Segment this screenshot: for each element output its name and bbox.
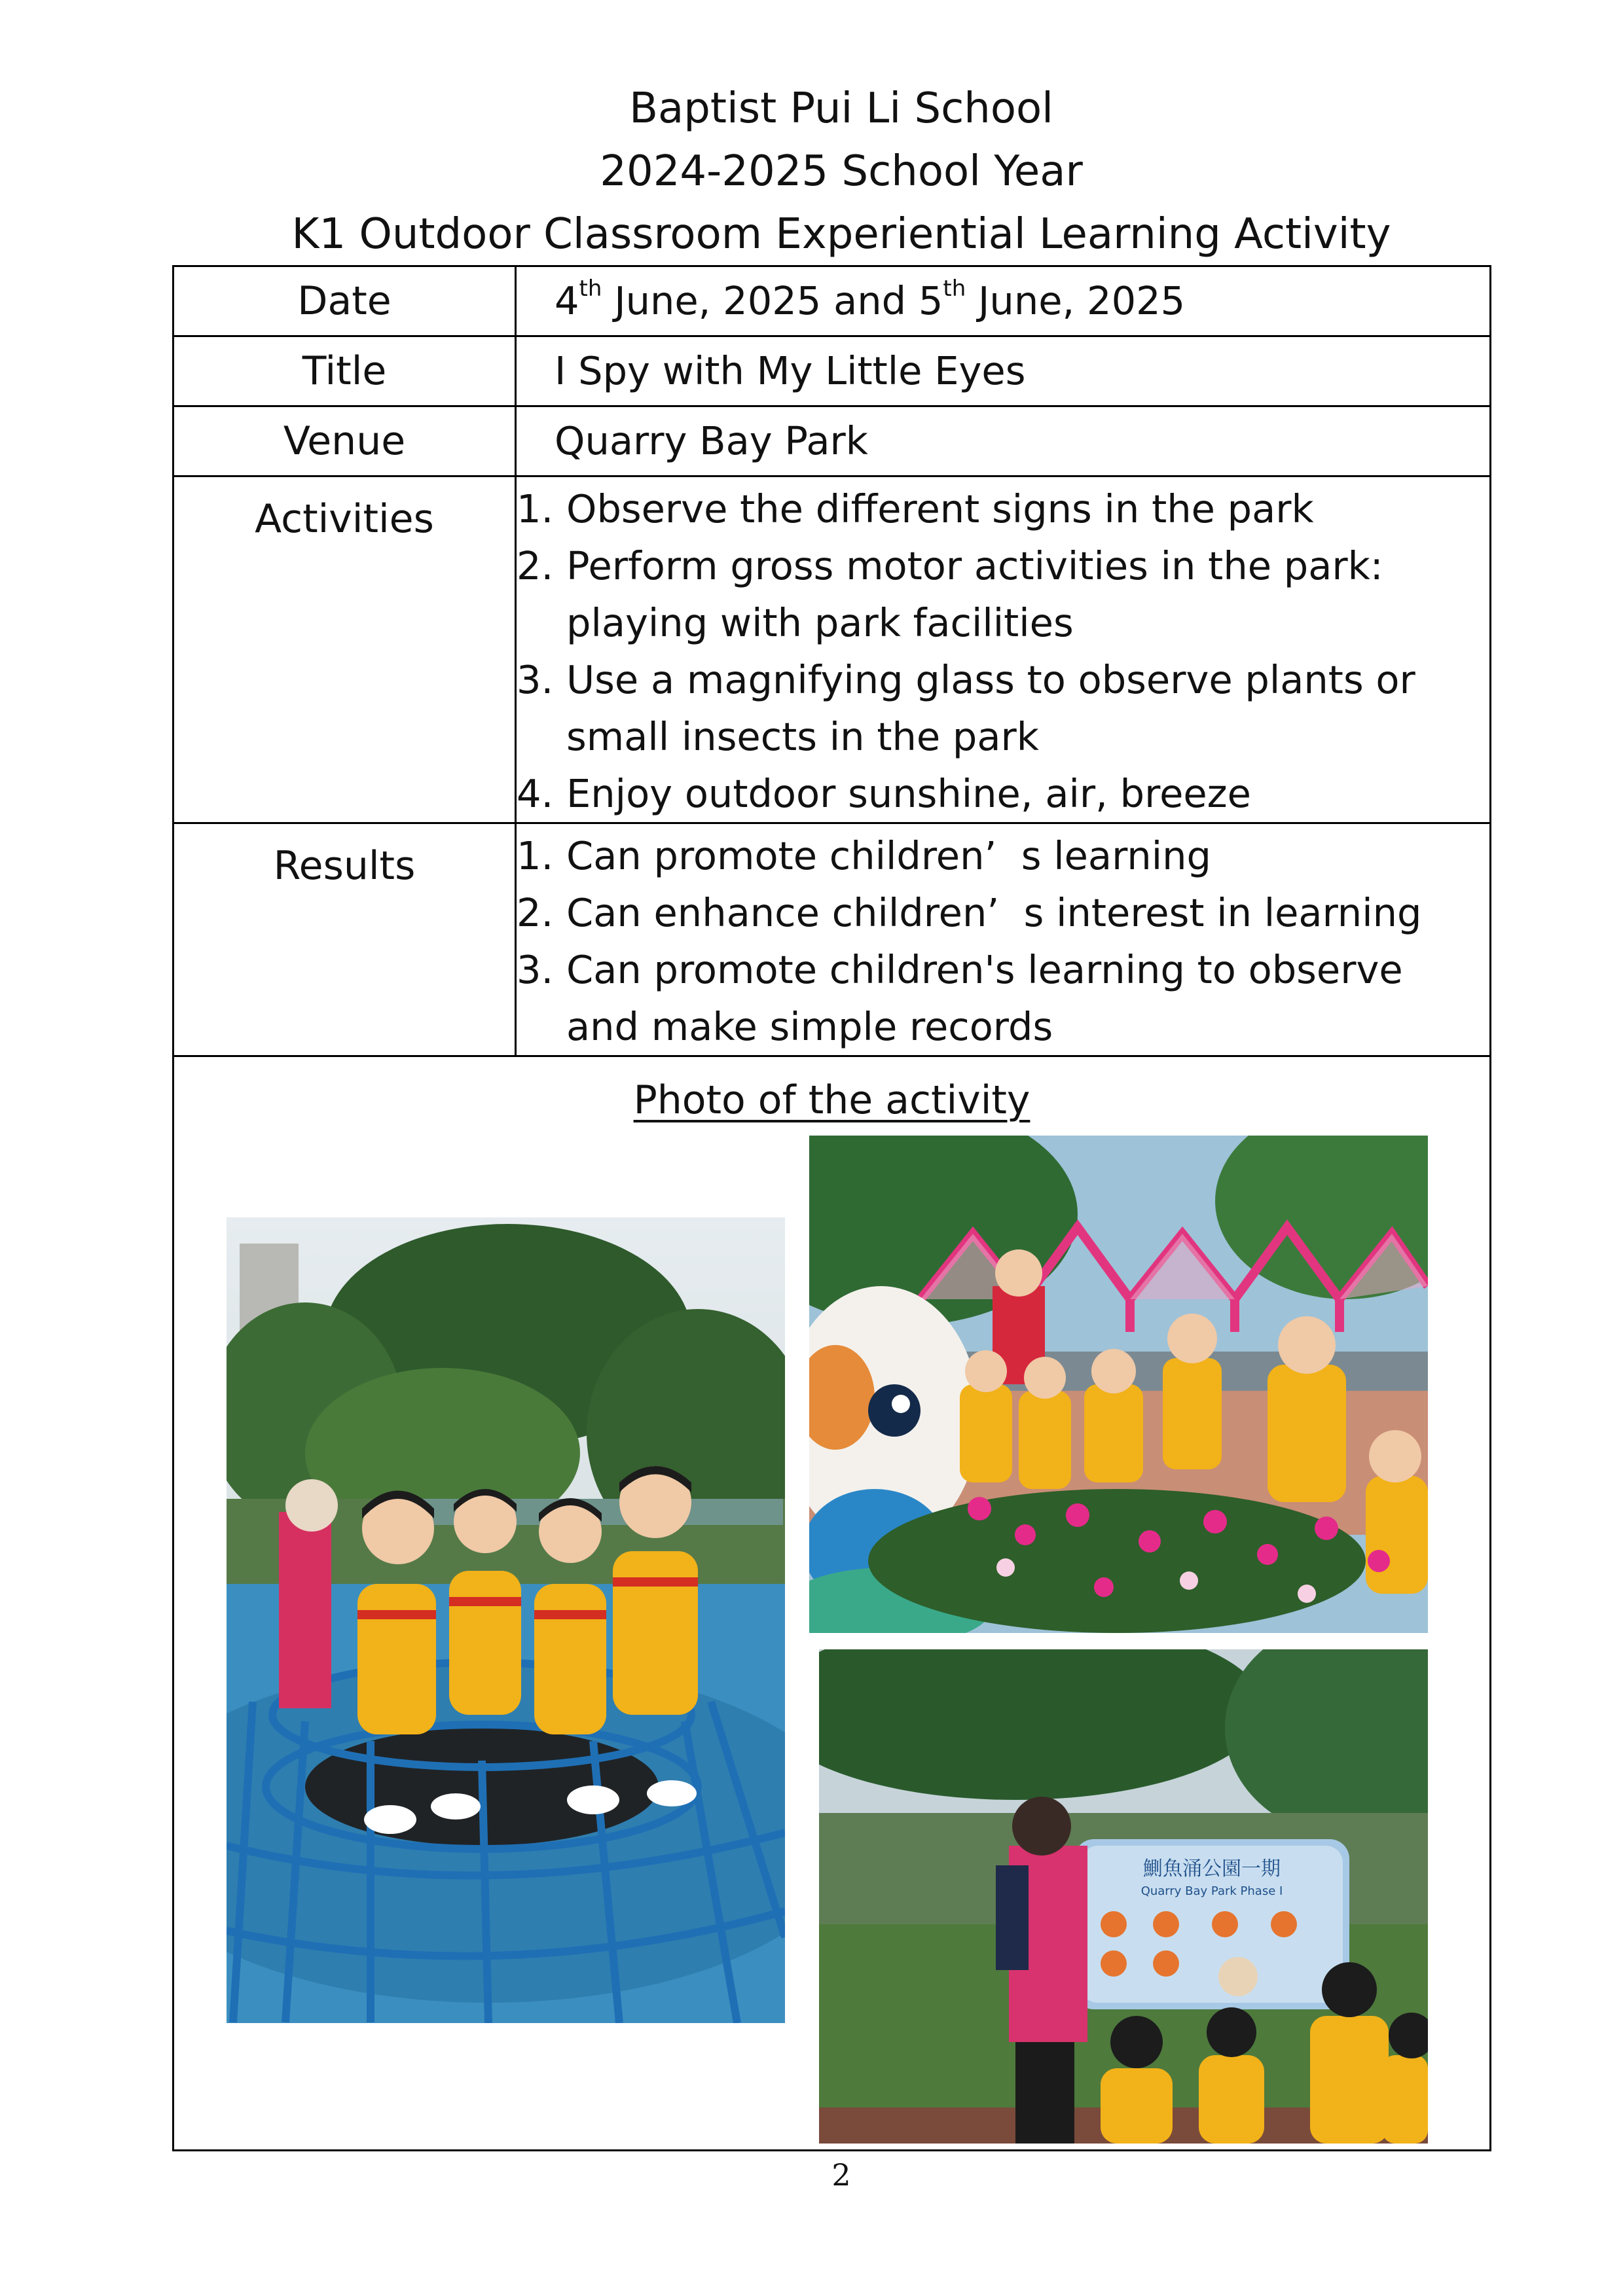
date-value — [516, 266, 1491, 336]
list-number: 2. — [517, 890, 554, 935]
results-label: Results — [173, 823, 516, 1056]
list-number: 4. — [517, 771, 554, 816]
venue-row — [173, 406, 1491, 476]
list-text: Can promote children's learning to observe and make simple records — [566, 947, 1403, 1049]
flowerbed-photo — [809, 1136, 1428, 1633]
list-text: Perform gross motor activities in the park: playing with park facilities — [566, 543, 1383, 645]
list-item — [517, 480, 1489, 537]
playground-photo — [227, 1217, 785, 2023]
list-text: Use a magnifying glass to observe plants or small insects in the park — [566, 657, 1415, 759]
venue-value: Quarry Bay Park — [516, 406, 1491, 476]
school-year: 2024-2025 School Year — [600, 147, 1083, 196]
list-number: 3. — [517, 657, 554, 702]
school-name: Baptist Pui Li School — [629, 84, 1053, 133]
list-item — [517, 941, 1489, 1055]
date-day2-suffix: th — [943, 276, 966, 302]
activities-list — [517, 480, 1489, 822]
flowerbed-photo-image — [809, 1136, 1428, 1633]
title-value: I Spy with My Little Eyes — [516, 336, 1491, 406]
list-number: 1. — [517, 486, 554, 531]
sign-title-cn: 鰂魚涌公園一期 — [1143, 1857, 1281, 1880]
list-text: Observe the different signs in the park — [566, 486, 1314, 531]
sign-title-en: Quarry Bay Park Phase I — [1140, 1884, 1283, 1898]
results-value — [516, 823, 1491, 1056]
document-header — [0, 77, 1623, 266]
activity-heading: K1 Outdoor Classroom Experiential Learning Activity — [291, 210, 1391, 259]
photo-section-title — [174, 1075, 1489, 1125]
activities-row — [173, 476, 1491, 823]
list-item — [517, 537, 1489, 651]
list-text: Enjoy outdoor sunshine, air, breeze — [566, 771, 1251, 816]
list-number: 3. — [517, 947, 554, 992]
title-label: Title — [173, 336, 516, 406]
photo-title-text: Photo of the activity — [633, 1077, 1030, 1123]
date-day1: 4 — [555, 278, 579, 323]
list-item — [517, 884, 1489, 941]
activities-value — [516, 476, 1491, 823]
date-text-1: June, 2025 and 5 — [602, 278, 943, 323]
venue-label: Venue — [173, 406, 516, 476]
park-sign-photo — [819, 1649, 1428, 2144]
date-label: Date — [173, 266, 516, 336]
list-item — [517, 827, 1489, 884]
list-text: Can enhance children’ s interest in learning — [566, 890, 1422, 935]
date-day1-suffix: th — [579, 276, 602, 302]
results-row — [173, 823, 1491, 1056]
list-number: 2. — [517, 543, 554, 588]
results-list — [517, 827, 1489, 1055]
activity-info-table — [172, 265, 1491, 2151]
activities-label: Activities — [173, 476, 516, 823]
title-row — [173, 336, 1491, 406]
park-sign-photo-image — [819, 1649, 1428, 2144]
list-item — [517, 765, 1489, 822]
date-row — [173, 266, 1491, 336]
photo-row — [173, 1056, 1491, 2151]
date-text-2: June, 2025 — [966, 278, 1186, 323]
list-item — [517, 651, 1489, 765]
playground-photo-image — [227, 1217, 785, 2023]
photo-cell — [173, 1056, 1491, 2151]
page-number: 2 — [831, 2157, 851, 2193]
list-text: Can promote children’ s learning — [566, 833, 1211, 878]
list-number: 1. — [517, 833, 554, 878]
